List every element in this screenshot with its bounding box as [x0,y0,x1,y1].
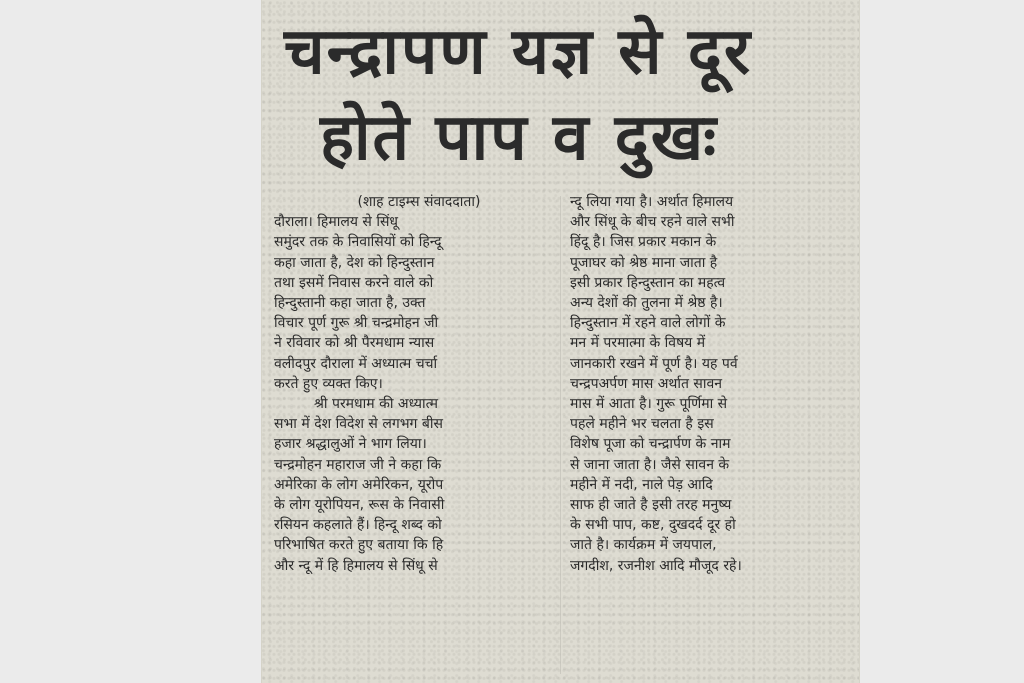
right-column-line: मास में आता है। गुरू पूर्णिमा से [570,396,728,413]
left-column-line: कहा जाता है, देश को हिन्दुस्तान [274,254,435,271]
right-column-line: जानकारी रखने में पूर्ण है। यह पर्व [570,355,738,372]
right-column-line: महीने में नदी, नाले पेड़ आदि [570,476,713,493]
right-column-line: मन में परमात्मा के विषय में [570,335,706,352]
left-column-line: श्री परमधाम की अध्यात्म [314,396,438,413]
right-column-line: साफ ही जाते है इसी तरह मनुष्य [570,497,732,514]
left-column-line: रसियन कहलाते हैं। हिन्दू शब्द को [274,517,442,534]
left-column-line: दौराला। हिमालय से सिंधू [274,214,399,231]
left-column-line: ने रविवार को श्री पैरमधाम न्यास [274,335,435,352]
left-column-line: अमेरिका के लोग अमेरिकन, यूरोप [274,476,444,493]
right-column-line: से जाना जाता है। जैसे सावन के [570,456,730,473]
newspaper-clipping [262,0,859,683]
left-column-line: करते हुए व्यक्त किए। [274,375,383,392]
right-column-line: और सिंधू के बीच रहने वाले सभी [570,214,735,231]
left-column-line: समुंदर तक के निवासियों को हिन्दू [274,234,442,251]
right-column-line: हिन्दुस्तान में रहने वाले लोगों के [570,315,726,332]
headline-line-2: होते पाप व दुखः [320,101,719,175]
right-column-line: हिंदू है। जिस प्रकार मकान के [570,234,717,251]
left-column-line: हजार श्रद्धालुओं ने भाग लिया। [274,436,427,453]
left-column-line: तथा इसमें निवास करने वाले को [274,274,434,291]
right-column-line: जाते है। कार्यक्रम में जयपाल, [570,537,717,554]
right-column-line: पहले महीने भर चलता है इस [570,416,714,433]
left-column-line: विचार पूर्ण गुरू श्री चन्द्रमोहन जी [274,315,439,332]
right-column [570,192,852,576]
left-column-line: परिभाषित करते हुए बताया कि हि [274,537,444,554]
right-column-line: अन्य देशों की तुलना में श्रेष्ठ है। [570,295,723,312]
right-column-line: के सभी पाप, कष्ट, दुखदर्द दूर हो [570,517,736,534]
left-column-line: चन्द्रमोहन महाराज जी ने कहा कि [274,456,442,473]
left-column-line: के लोग यूरोपियन, रूस के निवासी [274,497,445,514]
left-column [274,192,554,576]
right-column-line: इसी प्रकार हिन्दुस्तान का महत्व [570,274,726,291]
left-column-line: हिन्दुस्तानी कहा जाता है, उक्त [274,295,426,312]
left-column-line: और न्दू में हि हिमालय से सिंधू से [274,557,438,574]
right-column-line: पूजाघर को श्रेष्ठ माना जाता है [570,254,718,271]
column-divider [560,196,561,674]
right-column-line: चन्द्रपअर्पण मास अर्थात सावन [570,375,723,392]
right-column-line: विशेष पूजा को चन्द्रार्पण के नाम [570,436,731,453]
left-column-line: सभा में देश विदेश से लगभग बीस [274,416,443,433]
left-column-line: (शाह टाइम्स संवाददाता) [357,194,481,210]
right-column-line: न्दू लिया गया है। अर्थात हिमालय [570,194,734,210]
right-column-line: जगदीश, रजनीश आदि मौजूद रहे। [570,557,742,574]
left-column-line: वलीदपुर दौराला में अध्यात्म चर्चा [274,355,438,372]
headline-line-1: चन्द्रापण यज्ञ से दूर [284,15,753,89]
